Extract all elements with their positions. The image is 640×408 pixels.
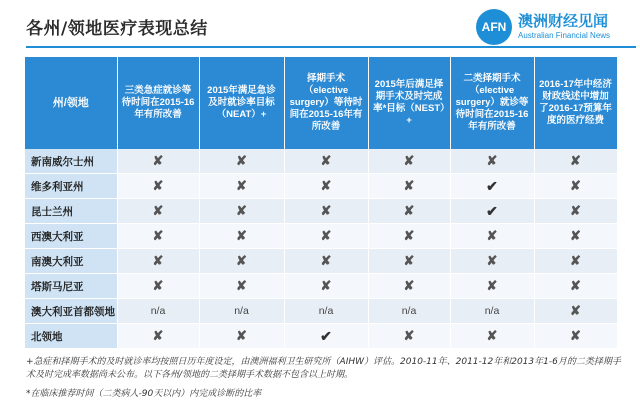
afn-logo [476,8,636,48]
logo-chinese-name: 澳洲财经见闻 [518,12,609,30]
check-mark: ✔ [486,177,498,194]
state-name-cell: 维多利亚州 [25,174,117,199]
table-row [25,299,617,324]
table-cell [368,199,450,224]
cross-mark: ✘ [236,228,247,243]
cross-mark: ✘ [403,153,415,168]
table-cell [534,299,617,324]
cross-mark: ✘ [152,178,164,193]
table-cell [284,224,368,249]
table-row [25,324,617,349]
cross-mark: ✘ [236,328,247,343]
check-mark: ✔ [320,327,332,344]
cross-mark: ✘ [236,278,247,293]
table-cell [368,174,450,199]
column-header: 2015年后满足择期手术及时完成率*目标（NEST）+ [368,57,450,149]
table-row [25,174,617,199]
cross-mark: ✘ [486,228,498,243]
cross-mark: ✘ [320,178,332,193]
table-cell [450,149,534,174]
cross-mark: ✘ [403,278,415,293]
column-header: 三类急症就诊等待时间在2015-16年有所改善 [117,57,199,149]
column-header: 2015年满足急诊及时就诊率目标（NEAT）+ [199,57,284,149]
table-row [25,274,617,299]
cross-mark: ✘ [570,228,581,243]
cross-mark: ✘ [570,278,581,293]
not-applicable-mark: n/a [401,305,417,317]
table-header-row [25,57,617,149]
cross-mark: ✘ [320,278,332,293]
not-applicable-mark: n/a [234,305,249,317]
table-cell [199,249,284,274]
cross-mark: ✘ [570,153,581,168]
cross-mark: ✘ [320,228,332,243]
table-cell [284,199,368,224]
cross-mark: ✘ [152,228,164,243]
table-cell [368,224,450,249]
table-cell [117,324,199,349]
cross-mark: ✘ [152,153,164,168]
cross-mark: ✘ [570,328,581,343]
state-name-cell: 南澳大利亚 [25,249,117,274]
table-cell [284,299,368,324]
cross-mark: ✘ [236,253,247,268]
table-cell [450,274,534,299]
table-cell [450,174,534,199]
footnote-timeliness: +急症和择期手术的及时就诊率均按照日历年度设定，由澳洲福利卫生研究所（AIHW）评估。2010-11年、2011-12年和2013年1-6月的二类择期手术及时完成率数据尚未公布。以下各州/领地的二类择期手术数据不包含以上时期。 [26,357,621,380]
table-cell [534,149,617,174]
page-title: 各州/领地医疗表现总结 [26,19,208,39]
table-cell [534,274,617,299]
table-cell [368,149,450,174]
table-row [25,249,617,274]
cross-mark: ✘ [403,203,415,218]
table-cell [450,299,534,324]
table-cell [368,324,450,349]
table-cell [368,274,450,299]
table-cell [450,249,534,274]
table-cell [199,299,284,324]
table-cell [199,174,284,199]
table-cell [199,199,284,224]
check-mark: ✔ [486,202,498,219]
table-cell [534,224,617,249]
table-cell [199,274,284,299]
table-cell [534,174,617,199]
table-cell [199,224,284,249]
performance-table [25,57,618,349]
table-cell [284,324,368,349]
table-cell [368,299,450,324]
state-name-cell: 塔斯马尼亚 [25,274,117,299]
cross-mark: ✘ [403,178,415,193]
column-header: 州/领地 [25,57,117,149]
table-cell [117,174,199,199]
title-divider [26,46,636,48]
table-row [25,149,617,174]
cross-mark: ✘ [236,178,247,193]
cross-mark: ✘ [152,278,164,293]
table-cell [534,324,617,349]
column-header: 二类择期手术（elective surgery）就诊等待时间在2015-16年有所改善 [450,57,534,149]
not-applicable-mark: n/a [318,305,334,317]
cross-mark: ✘ [570,203,581,218]
state-name-cell: 澳大利亚首都领地 [25,299,117,324]
table-cell [534,249,617,274]
cross-mark: ✘ [152,203,164,218]
table-cell [117,274,199,299]
table-row [25,199,617,224]
cross-mark: ✘ [570,178,581,193]
table-cell [368,249,450,274]
cross-mark: ✘ [570,303,581,318]
table-cell [534,199,617,224]
state-name-cell: 昆士兰州 [25,199,117,224]
cross-mark: ✘ [403,228,415,243]
afn-logo-mark: AFN [476,9,512,45]
state-name-cell: 北领地 [25,324,117,349]
table-cell [284,174,368,199]
table-cell [117,299,199,324]
table-cell [284,249,368,274]
cross-mark: ✘ [403,328,415,343]
cross-mark: ✘ [486,278,498,293]
footnote-definition: *在临床推荐时间（二类病人-90天以内）内完成诊断的比率 [26,389,262,399]
state-name-cell: 西澳大利亚 [25,224,117,249]
table-cell [117,149,199,174]
cross-mark: ✘ [486,153,498,168]
cross-mark: ✘ [152,328,164,343]
table-cell [284,274,368,299]
not-applicable-mark: n/a [150,305,166,317]
cross-mark: ✘ [320,253,332,268]
cross-mark: ✘ [320,153,332,168]
table-row [25,224,617,249]
column-header: 择期手术（elective surgery）等待时间在2015-16年有所改善 [284,57,368,149]
table-cell [117,199,199,224]
cross-mark: ✘ [570,253,581,268]
cross-mark: ✘ [236,153,247,168]
table-cell [199,324,284,349]
table-cell [450,199,534,224]
cross-mark: ✘ [486,253,498,268]
table-cell [284,149,368,174]
table-cell [450,224,534,249]
not-applicable-mark: n/a [484,305,500,317]
state-name-cell: 新南威尔士州 [25,149,117,174]
logo-english-name: Australian Financial News [518,31,611,40]
cross-mark: ✘ [236,203,247,218]
table-cell [199,149,284,174]
cross-mark: ✘ [486,328,498,343]
table-cell [450,324,534,349]
table-cell [117,224,199,249]
column-header: 2016-17年中经济财政线述中增加了2016-17预算年度的医疗经费 [534,57,617,149]
cross-mark: ✘ [152,253,164,268]
cross-mark: ✘ [403,253,415,268]
table-cell [117,249,199,274]
cross-mark: ✘ [320,203,332,218]
